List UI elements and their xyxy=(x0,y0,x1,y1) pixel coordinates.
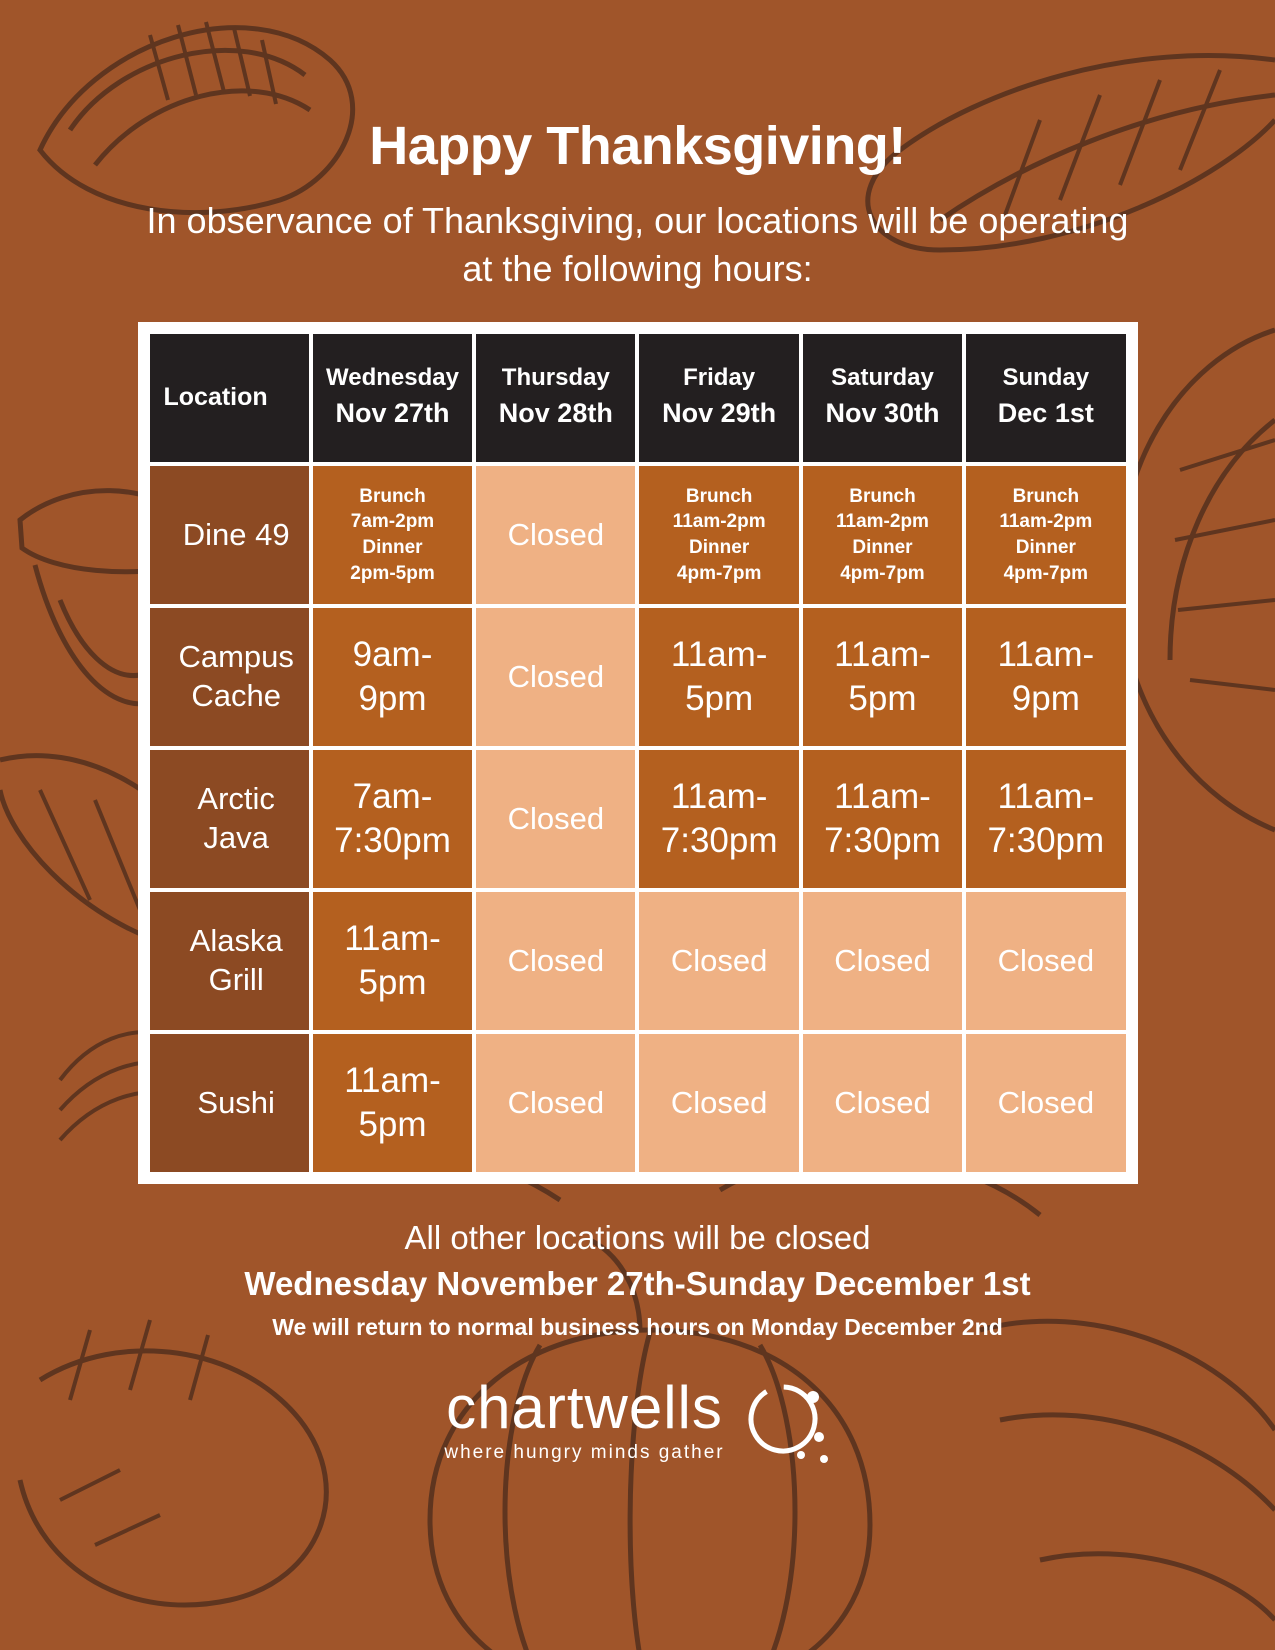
table-row xyxy=(150,608,1126,746)
column-header-thursday xyxy=(476,334,635,462)
hours-cell-closed: Closed xyxy=(966,892,1125,1030)
footer-line-3: We will return to normal business hours on Monday December 2nd xyxy=(272,1314,1003,1341)
chartwells-logo xyxy=(444,1375,830,1467)
location-cell: Arctic Java xyxy=(150,750,309,888)
table-row xyxy=(150,892,1126,1030)
table-header xyxy=(150,334,1126,462)
table-row xyxy=(150,1034,1126,1172)
hours-cell-open: Brunch 7am-2pm Dinner 2pm-5pm xyxy=(313,466,472,604)
footer-line-2: Wednesday November 27th-Sunday December 1st xyxy=(244,1265,1031,1303)
logo-tagline: where hungry minds gather xyxy=(444,1442,725,1464)
hours-cell-open: 11am- 5pm xyxy=(313,1034,472,1172)
column-header-friday xyxy=(639,334,798,462)
column-day-name: Thursday xyxy=(501,364,610,392)
table-row xyxy=(150,466,1126,604)
page-title: Happy Thanksgiving! xyxy=(369,116,906,176)
hours-cell-open: 11am- 5pm xyxy=(639,608,798,746)
column-day-date: Dec 1st xyxy=(997,398,1094,429)
hours-cell-closed: Closed xyxy=(803,1034,962,1172)
hours-cell-open: 11am- 7:30pm xyxy=(639,750,798,888)
column-day-name: Wednesday xyxy=(326,364,459,392)
hours-cell-closed: Closed xyxy=(966,1034,1125,1172)
logo-wordmark: chartwells xyxy=(446,1374,723,1442)
column-day-name: Friday xyxy=(683,364,756,392)
column-header-sunday xyxy=(966,334,1125,462)
hours-table-container xyxy=(138,322,1138,1184)
hours-cell-closed: Closed xyxy=(476,466,635,604)
footer-notes xyxy=(244,1216,1030,1341)
column-day-date: Nov 27th xyxy=(335,398,450,429)
hours-cell-closed: Closed xyxy=(476,608,635,746)
hours-cell-open: 11am- 7:30pm xyxy=(966,750,1125,888)
hours-table xyxy=(146,330,1130,1176)
hours-cell-open: 9am- 9pm xyxy=(313,608,472,746)
column-header-location: Location xyxy=(150,334,309,462)
hours-cell-open: Brunch 11am-2pm Dinner 4pm-7pm xyxy=(966,466,1125,604)
hours-cell-closed: Closed xyxy=(803,892,962,1030)
location-cell: Sushi xyxy=(150,1034,309,1172)
column-day-date: Nov 30th xyxy=(825,398,940,429)
column-header-saturday xyxy=(803,334,962,462)
hours-cell-closed: Closed xyxy=(476,892,635,1030)
column-day-date: Nov 28th xyxy=(498,398,613,429)
hours-cell-closed: Closed xyxy=(639,892,798,1030)
hours-cell-closed: Closed xyxy=(476,750,635,888)
column-header-wednesday xyxy=(313,334,472,462)
hours-cell-open: Brunch 11am-2pm Dinner 4pm-7pm xyxy=(803,466,962,604)
header-row xyxy=(150,334,1126,462)
chartwells-circle-mark-icon xyxy=(739,1375,831,1467)
column-day-name: Saturday xyxy=(831,364,934,392)
hours-cell-closed: Closed xyxy=(476,1034,635,1172)
hours-cell-open: 11am- 7:30pm xyxy=(803,750,962,888)
location-cell: Alaska Grill xyxy=(150,892,309,1030)
table-body xyxy=(150,466,1126,1172)
hours-cell-open: 11am- 5pm xyxy=(803,608,962,746)
logo-text-block xyxy=(444,1374,725,1464)
page-subtitle: In observance of Thanksgiving, our locations will be operating at the following hours: xyxy=(146,199,1129,290)
hours-cell-open: Brunch 11am-2pm Dinner 4pm-7pm xyxy=(639,466,798,604)
column-day-date: Nov 29th xyxy=(662,398,777,429)
table-row xyxy=(150,750,1126,888)
column-day-name: Sunday xyxy=(1002,364,1090,392)
location-cell: Campus Cache xyxy=(150,608,309,746)
footer-line-1: All other locations will be closed xyxy=(404,1218,871,1256)
hours-cell-closed: Closed xyxy=(639,1034,798,1172)
hours-cell-open: 11am- 9pm xyxy=(966,608,1125,746)
hours-cell-open: 11am- 5pm xyxy=(313,892,472,1030)
hours-cell-open: 7am- 7:30pm xyxy=(313,750,472,888)
location-cell: Dine 49 xyxy=(150,466,309,604)
